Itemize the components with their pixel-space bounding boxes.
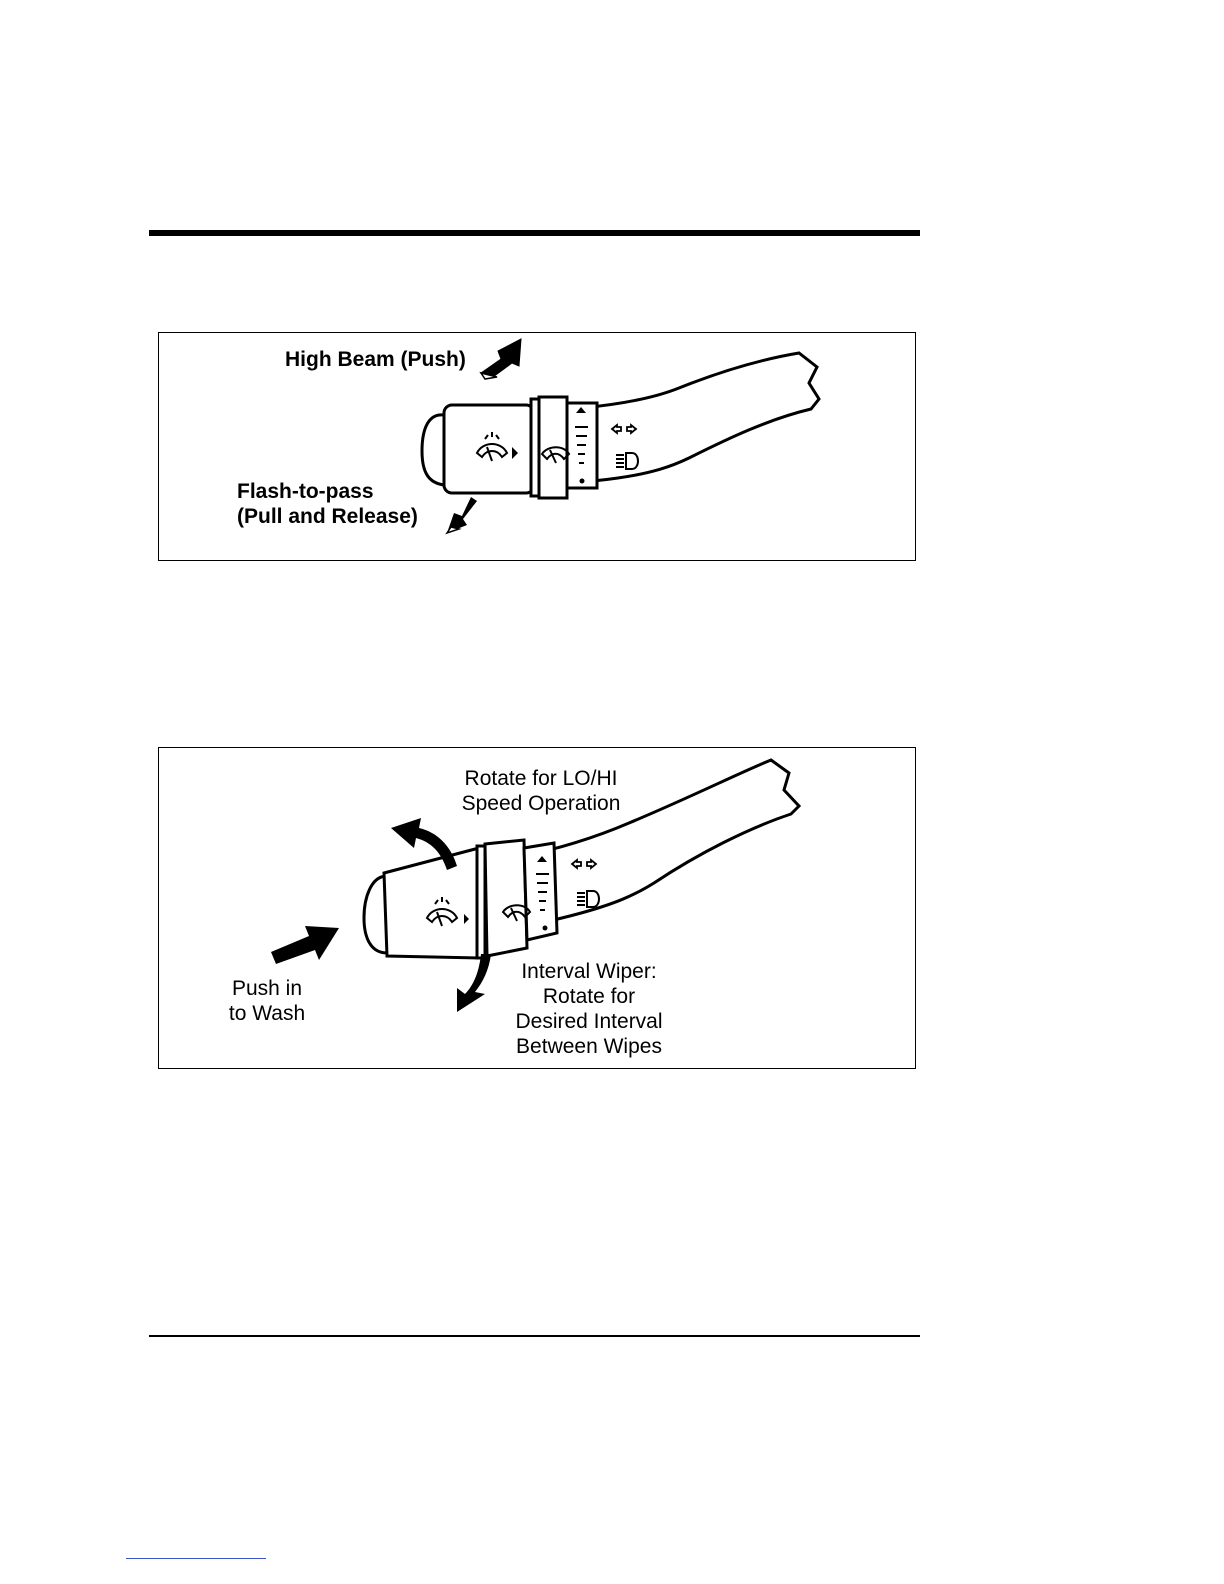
interval-arrow-icon bbox=[457, 954, 491, 1012]
push-wash-label bbox=[207, 976, 327, 1026]
footer-link-underline[interactable] bbox=[126, 1558, 266, 1559]
push-wash-line2: to Wash bbox=[228, 1002, 306, 1025]
push-wash-line1: Push in bbox=[231, 977, 303, 1000]
header-rule bbox=[149, 230, 920, 236]
interval-wiper-line2: Rotate for bbox=[542, 985, 636, 1008]
interval-wiper-label bbox=[494, 959, 684, 1059]
high-beam-label: High Beam (Push) bbox=[285, 348, 466, 371]
push-arrow-icon bbox=[271, 926, 339, 964]
rotate-label bbox=[441, 766, 641, 816]
interval-wiper-line3: Desired Interval bbox=[515, 1010, 663, 1033]
rotate-label-line2: Speed Operation bbox=[461, 792, 621, 815]
push-arrow-icon bbox=[481, 339, 521, 379]
wiper-lever-figure bbox=[158, 747, 916, 1069]
footer-rule bbox=[149, 1335, 920, 1337]
pull-arrow-icon bbox=[447, 497, 477, 533]
headlamp-lever-figure bbox=[158, 332, 916, 561]
interval-wiper-line1: Interval Wiper: bbox=[521, 960, 657, 983]
interval-wiper-line4: Between Wipes bbox=[516, 1035, 662, 1058]
flash-to-pass-sublabel: (Pull and Release) bbox=[237, 505, 418, 528]
flash-to-pass-label: Flash-to-pass bbox=[237, 480, 374, 503]
rotate-label-line1: Rotate for LO/HI bbox=[464, 767, 618, 790]
